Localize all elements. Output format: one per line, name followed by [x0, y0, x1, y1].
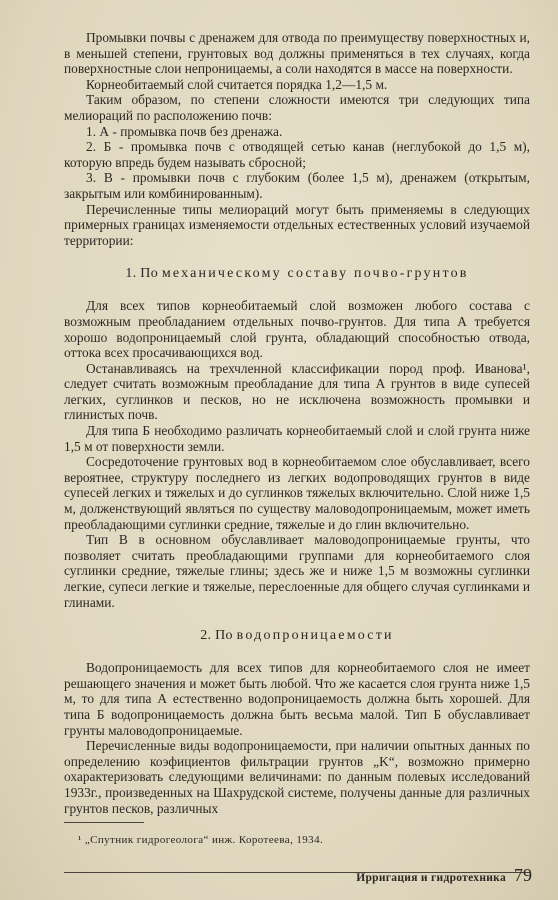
journal-title: Ирригация и гидротехника	[356, 872, 506, 884]
section-title: механическому составу почво-грунтов	[161, 266, 469, 282]
section2-paragraph: Водопроницаемость для всех типов для корнеобитаемого слоя не имеет решающего значения и может быть любой. Что же касается слоя грунта ниже 1,5 м, то для типа А естественно водопроницаемость должна быть хорошей. Для типа Б водопроницаемость должна быть весьма малой. Тип Б обуславливает грунты маловодопроницаемые.	[64, 660, 530, 738]
section-number: 1. По	[125, 266, 159, 282]
section1-paragraph: Сосредоточение грунтовых вод в корнеобитаемом слое обуславливает, всего вероятнее, структуру последнего из легких водопроводящих грунтов в виде супесей легких и тяжелых и до суглинков тяжелых включительно. Слой ниже 1,5 м, долженствующий являться по существу маловодопроницаемым, может иметь преобладающими суглинки средние, тяжелые и до глин включительно.	[64, 454, 530, 532]
section-heading-mechanical	[64, 266, 530, 282]
intro-paragraph-root-layer: Корнеобитаемый слой считается порядка 1,2—1,5 м.	[86, 76, 388, 92]
section-title: водопроницаемости	[236, 628, 394, 644]
section1-paragraph: Останавливаясь на трехчленной классификации пород проф. Иванова¹, следует считать возможным преобладание для типа А грунтов в виде супесей легких, суглинков и песков, но не исключена возможность промывки и глинистых почв.	[64, 360, 530, 423]
list-item-type-c: 3. В - промывки почв с глубоким (более 1,5 м), дренажем (открытым, закрытым или комбинированным).	[64, 170, 530, 201]
section1-paragraph: Для типа Б необходимо различать корнеобитаемый слой и слой грунта ниже 1,5 м от поверхности земли.	[64, 423, 530, 454]
footnote-divider	[64, 822, 144, 823]
page-footer	[356, 865, 532, 886]
section1-paragraph: Тип В в основном обуславливает маловодопроницаемые грунты, что позволяет считать преобладающими группами для корнеобитаемого слоя суглинки средние, тяжелые глины; здесь же и ниже 1,5 м возможны суглинки легкие, супеси легкие и тяжелые, переслоенные для общего случая суглинками и глинами.	[64, 532, 530, 610]
section2-paragraph: Перечисленные виды водопроницаемости, при наличии опытных данных по определению коэфициентов фильтрации грунтов „K“, возможно примерно охарактеризовать следующими величинами: по данным полевых исследований 1933г., произведенных на Шахрудской системе, получены данные для различных грунтов песков, различных	[64, 738, 530, 816]
list-item-type-b: 2. Б - промывка почв с отводящей сетью канав (неглубокой до 1,5 м), которую впредь будем называть сбросной;	[64, 139, 530, 170]
footnote: ¹ „Спутник гидрогеолога“ инж. Коротеева, 1934.	[78, 834, 324, 846]
intro-paragraph-limits: Перечисленные типы мелиораций могут быть применяемы в следующих примерных границах изменяемости отдельных естественных условий изучаемой территории:	[64, 201, 530, 248]
list-item-type-a: 1. А - промывка почв без дренажа.	[86, 123, 283, 139]
section-number: 2. По	[200, 628, 233, 644]
section1-paragraph: Для всех типов корнеобитаемый слой возможен любого состава с возможным преобладанием отдельных почво-грунтов. Для типа А требуется хорошо водопроницаемый слой грунта, обладающий способностью отвода, оттока всех просачивающихся вод.	[64, 298, 530, 361]
page-number: 79	[514, 865, 532, 885]
section-heading-permeability	[64, 628, 530, 644]
intro-paragraph-types: Таким образом, по степени сложности имеются три следующих типа мелиораций по расположению почв:	[64, 92, 530, 123]
intro-paragraph-drainage: Промывки почвы с дренажем для отвода по преимуществу поверхностных и, в меньшей степени, грунтовых вод должны применяться в тех случаях, когда поверхностные слои непроницаемы, а соли находятся в массе на поверхности.	[64, 30, 530, 77]
